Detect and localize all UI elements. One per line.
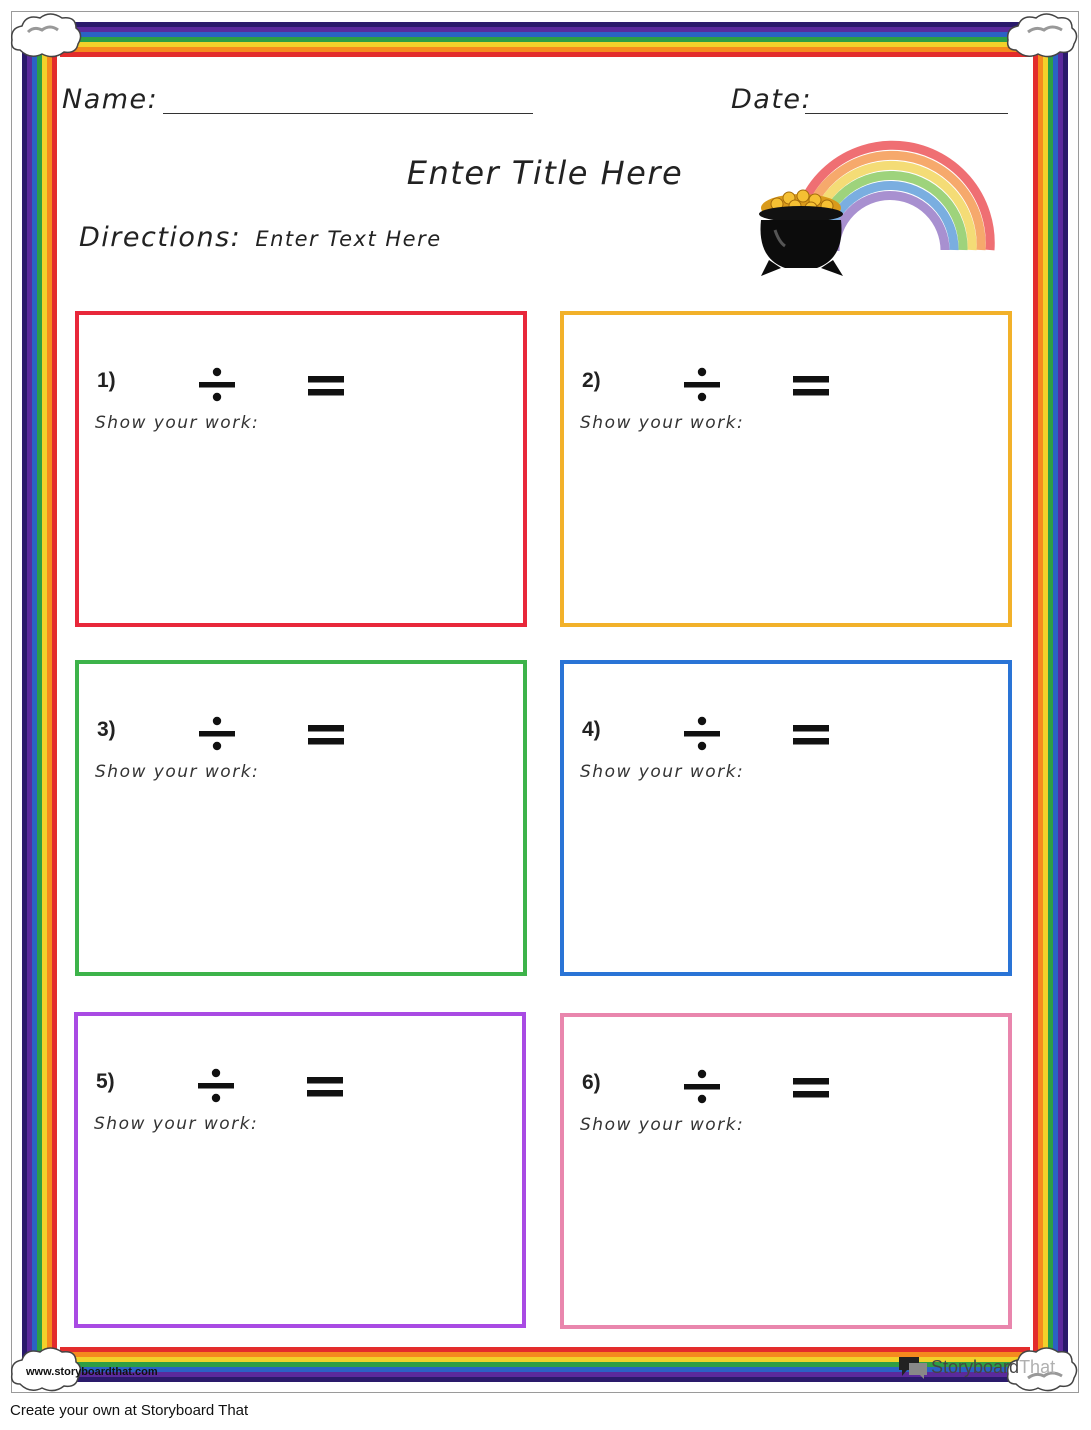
rainbow-border-top <box>36 22 1054 60</box>
problem-number: 6) <box>582 1071 601 1094</box>
division-sign-icon <box>197 365 237 405</box>
show-work-label: Show your work: <box>95 413 260 433</box>
problem-box-1[interactable] <box>75 311 527 627</box>
brand-name <box>931 1357 1055 1378</box>
rainbow-border-right <box>1030 36 1068 1368</box>
directions-text: Enter Text Here <box>255 227 442 251</box>
equals-sign-icon <box>307 722 345 748</box>
brand-name-dark: Storyboard <box>931 1356 1020 1377</box>
brand-logo[interactable] <box>897 1354 1055 1380</box>
problem-box-6[interactable] <box>560 1013 1012 1329</box>
rainbow-border-left <box>22 36 60 1368</box>
cloud-icon <box>1006 10 1080 60</box>
directions-label: Directions: <box>79 222 242 253</box>
rainbow-pot-of-gold-icon <box>755 138 1005 280</box>
show-work-label: Show your work: <box>580 1115 745 1135</box>
show-work-label: Show your work: <box>580 762 745 782</box>
division-sign-icon <box>682 365 722 405</box>
division-sign-icon <box>682 714 722 754</box>
name-field[interactable] <box>163 113 533 114</box>
division-sign-icon <box>682 1067 722 1107</box>
division-sign-icon <box>196 1066 236 1106</box>
problem-number: 1) <box>97 369 116 392</box>
name-label: Name: <box>62 84 159 115</box>
cloud-icon <box>10 10 84 60</box>
date-field[interactable] <box>805 113 1008 114</box>
speech-bubble-logo-icon <box>897 1354 931 1380</box>
credit-link[interactable]: Create your own at Storyboard That <box>10 1402 249 1419</box>
problem-number: 3) <box>97 718 116 741</box>
problem-box-5[interactable] <box>74 1012 526 1328</box>
problem-number: 2) <box>582 369 601 392</box>
problem-box-2[interactable] <box>560 311 1012 627</box>
date-label: Date: <box>731 84 813 115</box>
directions <box>79 222 442 253</box>
equals-sign-icon <box>306 1074 344 1100</box>
equals-sign-icon <box>792 722 830 748</box>
problem-box-4[interactable] <box>560 660 1012 976</box>
show-work-label: Show your work: <box>94 1114 259 1134</box>
problem-number: 4) <box>582 718 601 741</box>
brand-name-light: That <box>1019 1356 1056 1377</box>
equals-sign-icon <box>792 1075 830 1101</box>
problem-box-3[interactable] <box>75 660 527 976</box>
division-sign-icon <box>197 714 237 754</box>
equals-sign-icon <box>792 373 830 399</box>
footer-url[interactable]: www.storyboardthat.com <box>26 1366 158 1378</box>
page-title: Enter Title Here <box>406 154 684 192</box>
show-work-label: Show your work: <box>580 413 745 433</box>
equals-sign-icon <box>307 373 345 399</box>
problem-number: 5) <box>96 1070 115 1093</box>
show-work-label: Show your work: <box>95 762 260 782</box>
